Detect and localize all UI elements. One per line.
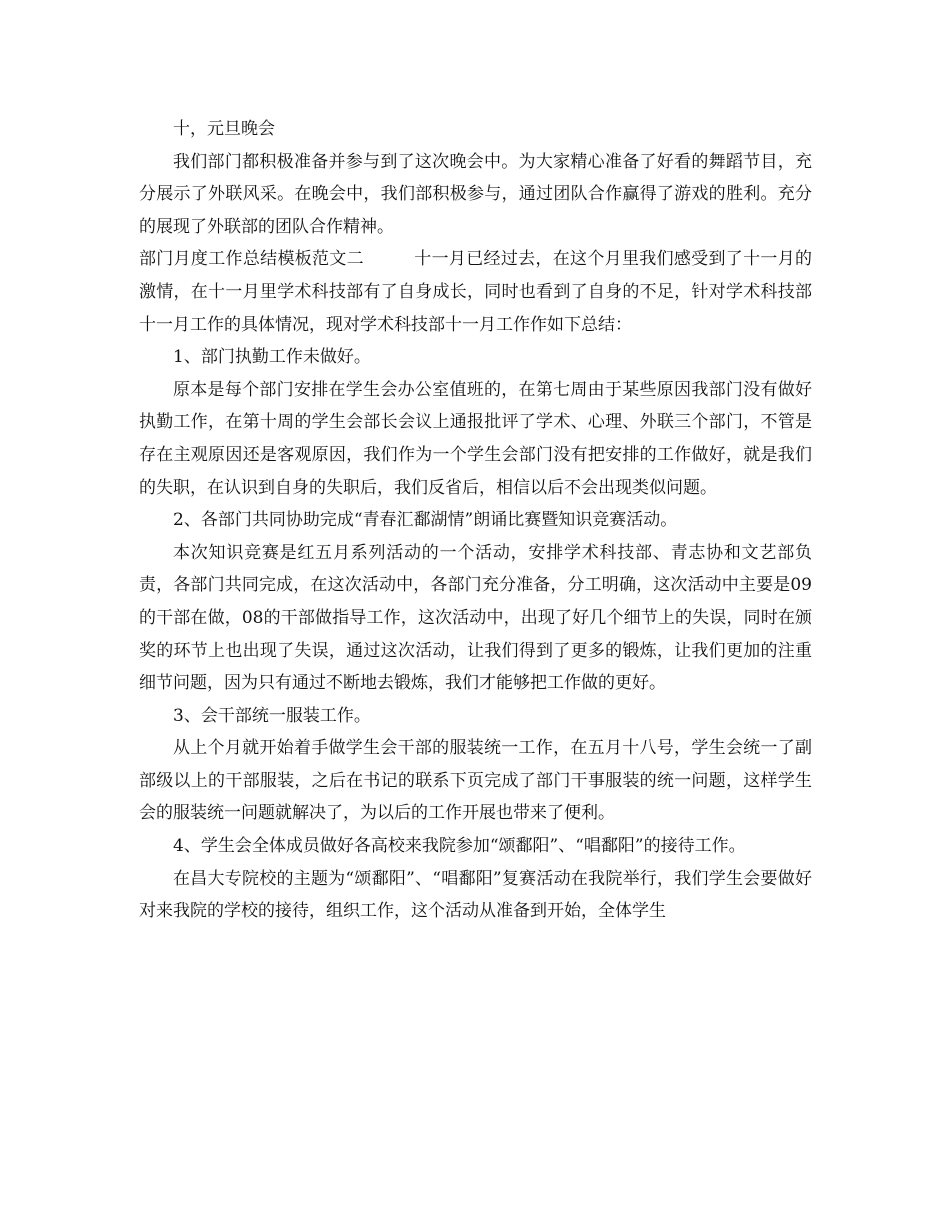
item-2-title: 2、各部门共同协助完成“青春汇鄱湖情”朗诵比赛暨知识竞赛活动。 xyxy=(173,510,678,531)
paragraph-new-year-party: 我们部门都积极准备并参与到了这次晚会中。为大家精心准备了好看的舞蹈节目，充分展示了外联风采。在晚会中，我们部积极参与，通过团队合作赢得了游戏的胜利。充分的展现了外联部的团队合作精神。 xyxy=(139,151,812,237)
item-2-body: 本次知识竞赛是红五月系列活动的一个活动，安排学术科技部、青志协和文艺部负责，各部门共同完成，在这次活动中，各部门充分准备，分工明确，这次活动中主要是09的干部在做，08的干部做指导工作，这次活动中，出现了好几个细节上的失误，同时在颁奖的环节上也出现了失误，通过这次活动，让我们得到了更多的锻炼，让我们更加的注重细节问题，因为只有通过不断地去锻炼，我们才能够把工作做的更好。 xyxy=(139,542,812,694)
item-4-title: 4、学生会全体成员做好各高校来我院参加“颂鄱阳”、“唱鄱阳”的接待工作。 xyxy=(173,836,746,857)
template-intro-paragraph xyxy=(139,243,812,341)
template-title: 部门月度工作总结模板范文二 xyxy=(139,249,364,270)
item-4-body: 在昌大专院校的主题为“颂鄱阳”、“唱鄱阳”复赛活动在我院举行，我们学生会要做好对来我院的学校的接待，组织工作，这个活动从准备到开始，全体学生 xyxy=(139,868,812,922)
item-3-body: 从上个月就开始着手做学生会干部的服装统一工作，在五月十八号，学生会统一了副部级以上的干部服装，之后在书记的联系下页完成了部门干事服装的统一问题，这样学生会的服装统一问题就解决了，为以后的工作开展也带来了便利。 xyxy=(139,738,812,824)
intro-text: 十一月已经过去，在这个月里我们感受到了十一月的激情，在十一月里学术科技部有了自身成长，同时也看到了自身的不足，针对学术科技部十一月工作的具体情况，现对学术科技部十一月工作作如下总结： xyxy=(139,249,813,335)
document-body xyxy=(139,113,812,928)
item-1-title: 1、部门执勤工作未做好。 xyxy=(173,347,371,368)
section-heading-ten: 十，元旦晚会 xyxy=(173,119,275,139)
item-1-body: 原本是每个部门安排在学生会办公室值班的，在第七周由于某些原因我部门没有做好执勤工作，在第十周的学生会部长会议上通报批评了学术、心理、外联三个部门，不管是存在主观原因还是客观原因，我们作为一个学生会部门没有把安排的工作做好，就是我们的失职，在认识到自身的失职后，我们反省后，相信以后不会出现类似问题。 xyxy=(139,379,812,498)
item-3-title: 3、会干部统一服装工作。 xyxy=(173,705,371,726)
